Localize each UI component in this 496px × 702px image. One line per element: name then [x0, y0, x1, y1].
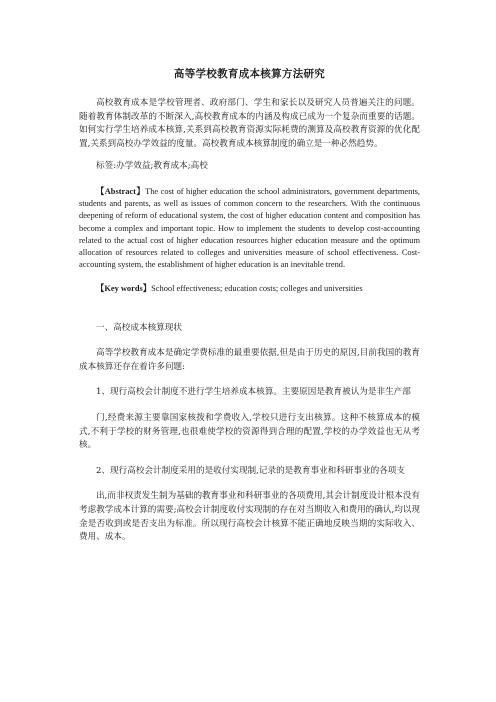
point1-body: 门,经费来源主要靠国家核拨和学费收入,学校只进行支出核算。这种不核算成本的模式,不利于学校的财务管理,也很难使学校的资源得到合理的配置,学校的办学效益也无从考核。 — [79, 412, 420, 451]
abstract-en-text: The cost of higher education the school administrators, government departments, students and parents, as well as issues of common concern to the researchers. With the continuous deepening of reform of educational system, the cost of higher education content and composition has become a complex and important topic. How to implement the students to develop cost-accounting related to the actual cost of higher education resources higher education measure and the optimum allocation of resources related to colleges and universities measure of school effectiveness. Cost-accounting system, the establishment of higher education is an inevitable trend. — [79, 186, 421, 270]
keywords-en-label: 【Key words】 — [96, 284, 152, 294]
abstract-en — [79, 186, 420, 271]
point2-body: 出,而非权责发生制为基础的教育事业和科研事业的各项费用,其会计制度设计根本没有考虑教学成本计算的需要;高校会计制度收付实现制的存在对当期收入和费用的确认,均以现金是否收到或是否支出为标准。所以现行高校会计核算不能正确地反映当期的实际收入、费用、成本。 — [79, 491, 420, 543]
section1-intro: 高等学校教育成本是确定学费标准的最重要依据,但是由于历史的原因,目前我国的教育成本核算还存在着许多问题: — [79, 348, 420, 372]
point2-heading: 2、现行高校会计制度采用的是收付实现制,记录的是教育事业和科研事业的各项支 — [96, 465, 405, 476]
page-title: 高等学校教育成本核算方法研究 — [173, 68, 326, 80]
point1-heading: 1、现行高校会计制度不进行学生培养成本核算。主要原因是教育被认为是非生产部 — [96, 387, 411, 398]
keywords-en-text: School effectiveness; education costs; colleges and universities — [151, 284, 363, 294]
keywords-cn: 标签:办学效益;教育成本;高校 — [96, 161, 208, 172]
abstract-cn: 高校教育成本是学校管理者、政府部门、学生和家长以及研究人员普遍关注的问题。随着教育体制改革的不断深入,高校教育成本的内涵及构成已成为一个复杂而重要的话题。如何实行学生培养成本核算,关系到高校教育资源实际耗费的测算及高校教育资源的优化配置,关系到高校办学效益的度量。高校教育成本核算制度的确立是一种必然趋势。 — [79, 98, 420, 149]
abstract-en-label: 【Abstract】 — [96, 186, 146, 196]
keywords-en — [79, 283, 420, 295]
section1-heading: 一、高校成本核算现状 — [96, 322, 182, 333]
